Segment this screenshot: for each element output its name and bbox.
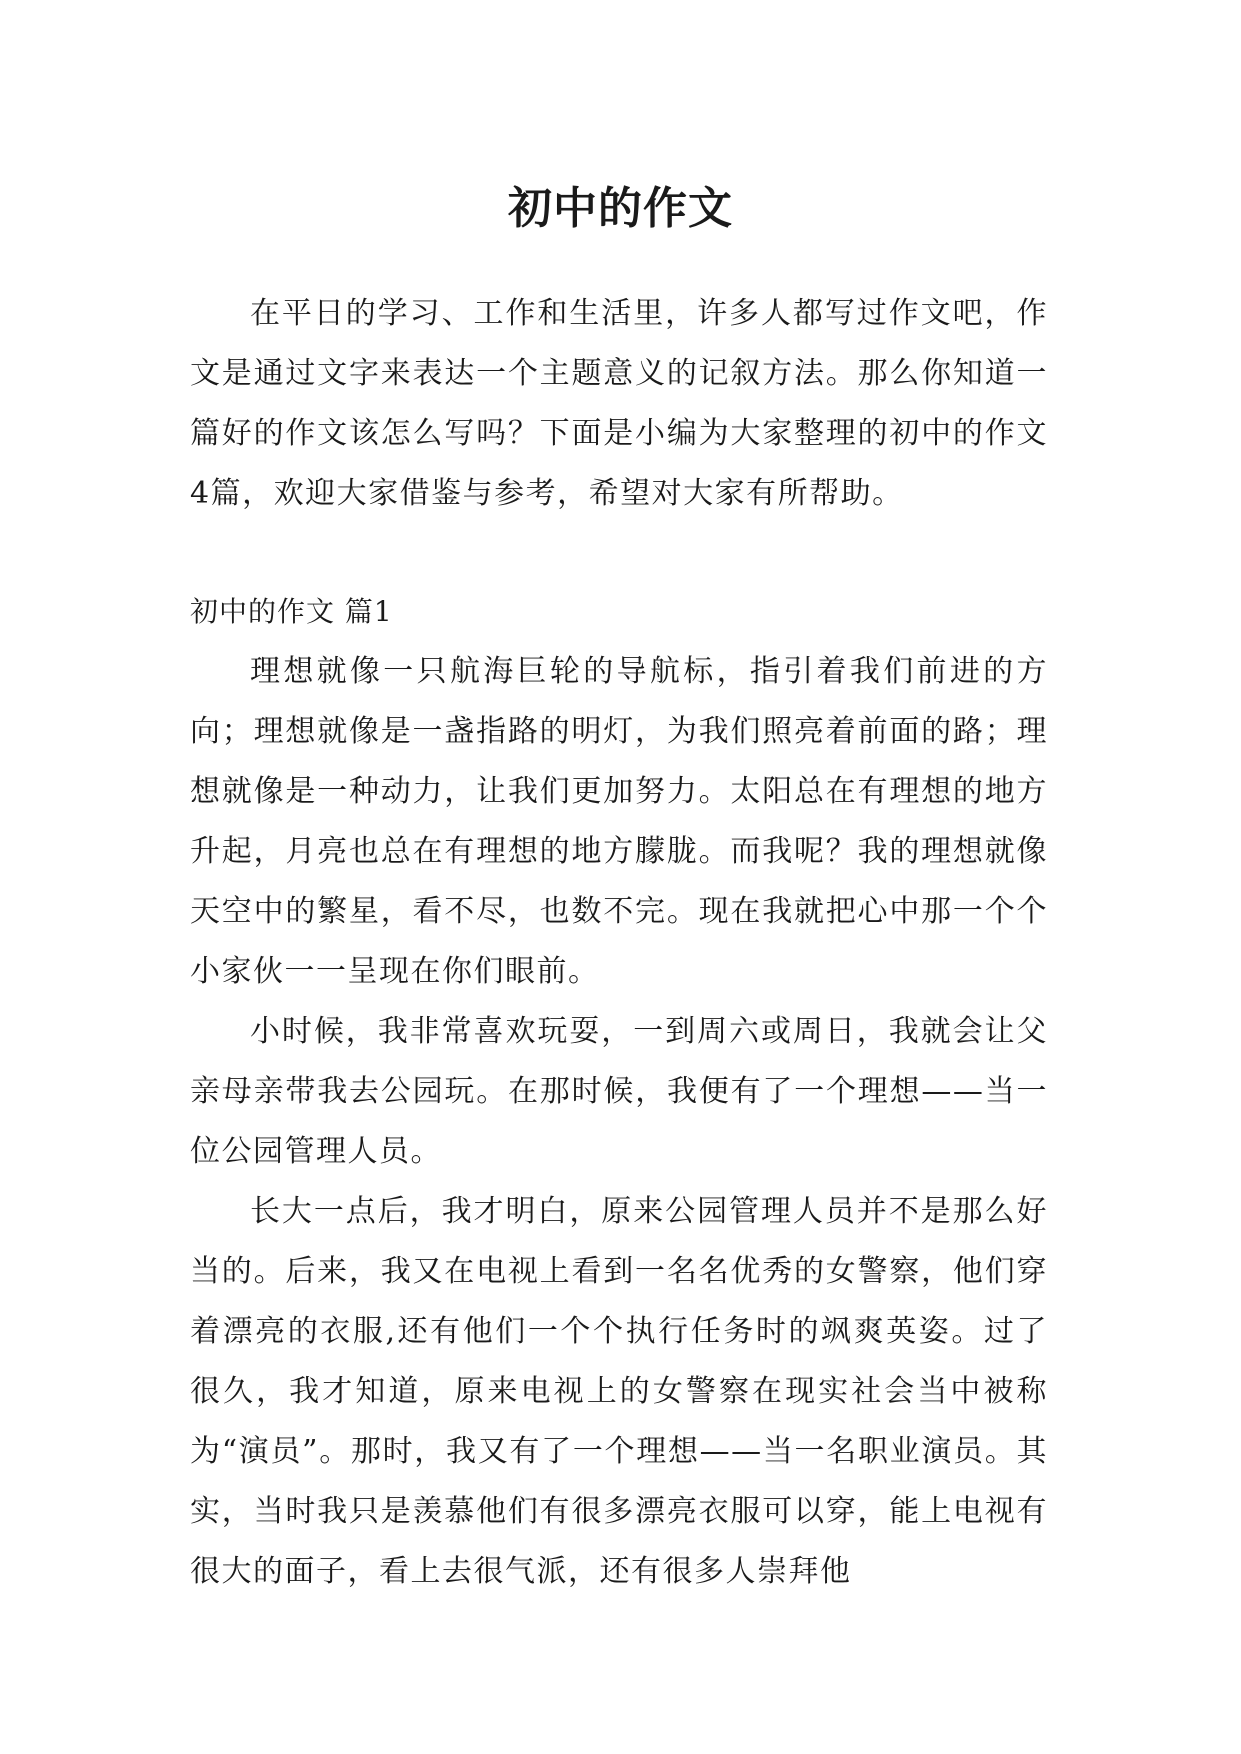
intro-paragraph: 在平日的学习、工作和生活里，许多人都写过作文吧，作文是通过文字来表达一个主题意义的记叙方法。那么你知道一篇好的作文该怎么写吗？下面是小编为大家整理的初中的作文4篇，欢迎大家借鉴与参考，希望对大家有所帮助。 [190,296,1048,511]
body-paragraph-1: 理想就像一只航海巨轮的导航标，指引着我们前进的方向；理想就像是一盏指路的明灯，为我们照亮着前面的路；理想就像是一种动力，让我们更加努力。太阳总在有理想的地方升起，月亮也总在有理想的地方朦胧。而我呢？我的理想就像天空中的繁星，看不尽，也数不完。现在我就把心中那一个个小家伙一一呈现在你们眼前。 [190,654,1048,989]
document-body [190,284,1048,1602]
body-paragraph-2: 小时候，我非常喜欢玩耍，一到周六或周日，我就会让父亲母亲带我去公园玩。在那时候，我便有了一个理想——当一位公园管理人员。 [190,1014,1048,1169]
document-title: 初中的作文 [508,183,733,235]
section-heading: 初中的作文 篇1 [190,595,393,628]
body-paragraph-3: 长大一点后，我才明白，原来公园管理人员并不是那么好当的。后来，我又在电视上看到一名名优秀的女警察，他们穿着漂亮的衣服,还有他们一个个执行任务时的飒爽英姿。过了很久，我才知道，原来电视上的女警察在现实社会当中被称为“演员”。那时，我又有了一个理想——当一名职业演员。其实，当时我只是羡慕他们有很多漂亮衣服可以穿，能上电视有很大的面子，看上去很气派，还有很多人崇拜他 [190,1194,1048,1589]
